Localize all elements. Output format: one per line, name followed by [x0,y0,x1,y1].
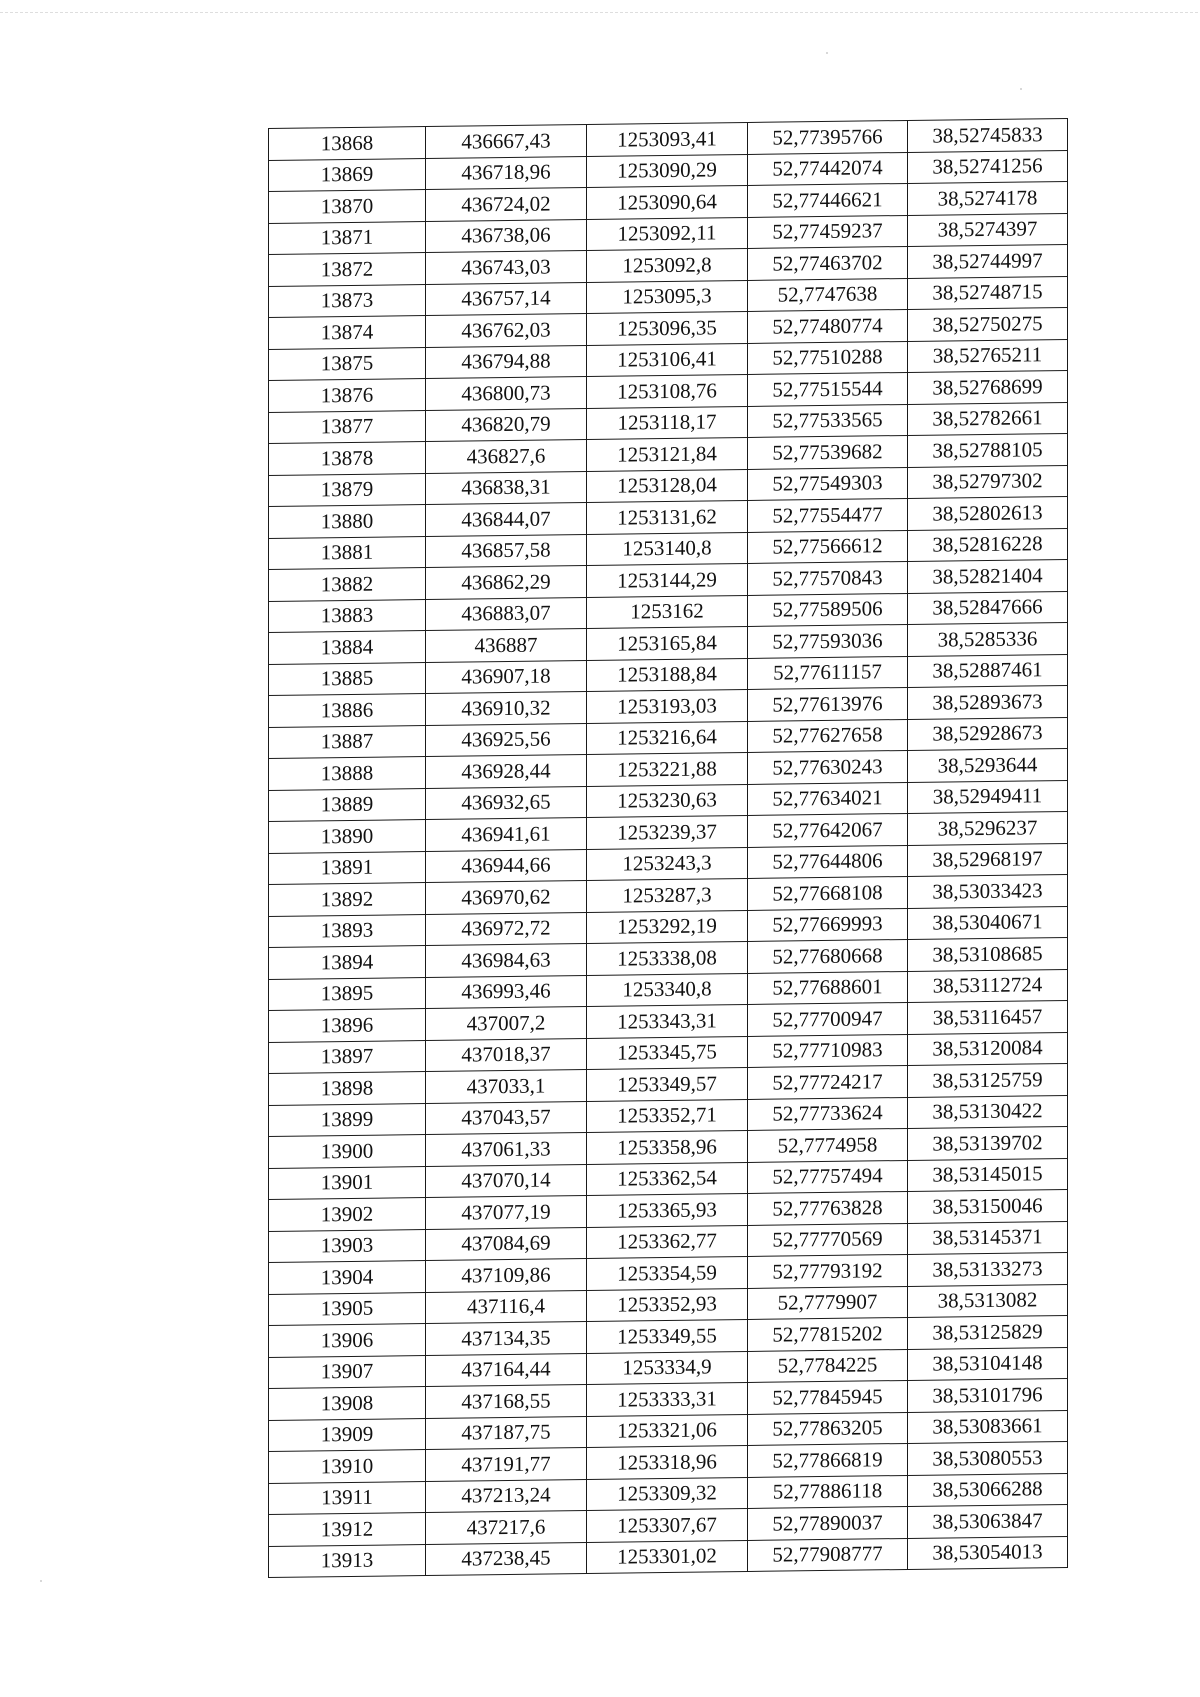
latitude-cell: 52,77533565 [748,404,908,438]
latitude-cell: 52,77668108 [748,876,908,910]
y-coordinate-cell: 1253221,88 [587,752,748,786]
y-coordinate-cell: 1253345,75 [587,1036,748,1070]
x-coordinate-cell: 436743,03 [426,250,587,284]
point-number-cell: 13899 [269,1103,426,1136]
point-number-cell: 13874 [269,316,426,349]
y-coordinate-cell: 1253343,31 [587,1004,748,1038]
latitude-cell: 52,77763828 [748,1191,908,1225]
latitude-cell: 52,77510288 [748,341,908,375]
longitude-cell: 38,52788105 [908,433,1068,467]
y-coordinate-cell: 1253144,29 [587,563,748,597]
y-coordinate-cell: 1253230,63 [587,784,748,818]
point-number-cell: 13893 [269,914,426,947]
latitude-cell: 52,77669993 [748,908,908,942]
latitude-cell: 52,77554477 [748,498,908,532]
latitude-cell: 52,77593036 [748,624,908,658]
x-coordinate-cell: 437070,14 [426,1164,587,1198]
latitude-cell: 52,77710983 [748,1034,908,1068]
point-number-cell: 13870 [269,190,426,223]
y-coordinate-cell: 1253358,96 [587,1130,748,1164]
point-number-cell: 13898 [269,1072,426,1105]
point-number-cell: 13880 [269,505,426,538]
longitude-cell: 38,52768699 [908,370,1068,404]
longitude-cell: 38,52968197 [908,843,1068,877]
point-number-cell: 13887 [269,725,426,758]
longitude-cell: 38,53108685 [908,937,1068,971]
longitude-cell: 38,53125829 [908,1315,1068,1349]
longitude-cell: 38,5313082 [908,1284,1068,1318]
x-coordinate-cell: 436844,07 [426,502,587,536]
latitude-cell: 52,7747638 [748,278,908,312]
x-coordinate-cell: 436970,62 [426,880,587,914]
latitude-cell: 52,77570843 [748,561,908,595]
longitude-cell: 38,5296237 [908,811,1068,845]
point-number-cell: 13911 [269,1481,426,1514]
longitude-cell: 38,53080553 [908,1441,1068,1475]
longitude-cell: 38,53116457 [908,1000,1068,1034]
latitude-cell: 52,77757494 [748,1160,908,1194]
longitude-cell: 38,53066288 [908,1473,1068,1507]
latitude-cell: 52,77770569 [748,1223,908,1257]
x-coordinate-cell: 436910,32 [426,691,587,725]
longitude-cell: 38,52745833 [908,118,1068,152]
longitude-cell: 38,53145015 [908,1158,1068,1192]
latitude-cell: 52,77642067 [748,813,908,847]
point-number-cell: 13882 [269,568,426,601]
x-coordinate-cell: 436932,65 [426,786,587,820]
y-coordinate-cell: 1253352,71 [587,1099,748,1133]
latitude-cell: 52,77644806 [748,845,908,879]
longitude-cell: 38,53083661 [908,1410,1068,1444]
point-number-cell: 13912 [269,1513,426,1546]
latitude-cell: 52,7774958 [748,1128,908,1162]
point-number-cell: 13881 [269,536,426,569]
point-number-cell: 13877 [269,410,426,443]
point-number-cell: 13910 [269,1450,426,1483]
scan-speck [40,1580,42,1582]
longitude-cell: 38,53054013 [908,1536,1068,1570]
x-coordinate-cell: 436862,29 [426,565,587,599]
point-number-cell: 13886 [269,694,426,727]
point-number-cell: 13873 [269,284,426,317]
y-coordinate-cell: 1253131,62 [587,500,748,534]
latitude-cell: 52,77863205 [748,1412,908,1446]
longitude-cell: 38,52750275 [908,307,1068,341]
y-coordinate-cell: 1253090,64 [587,185,748,219]
x-coordinate-cell: 436738,06 [426,219,587,253]
y-coordinate-cell: 1253092,11 [587,217,748,251]
x-coordinate-cell: 436757,14 [426,282,587,316]
point-number-cell: 13904 [269,1261,426,1294]
longitude-cell: 38,52893673 [908,685,1068,719]
x-coordinate-cell: 437043,57 [426,1101,587,1135]
point-number-cell: 13888 [269,757,426,790]
y-coordinate-cell: 1253095,3 [587,280,748,314]
y-coordinate-cell: 1253216,64 [587,721,748,755]
y-coordinate-cell: 1253362,54 [587,1162,748,1196]
latitude-cell: 52,77815202 [748,1317,908,1351]
latitude-cell: 52,77724217 [748,1065,908,1099]
x-coordinate-cell: 437168,55 [426,1384,587,1418]
longitude-cell: 38,52782661 [908,402,1068,436]
longitude-cell: 38,5274178 [908,181,1068,215]
longitude-cell: 38,53139702 [908,1126,1068,1160]
y-coordinate-cell: 1253301,02 [587,1540,748,1574]
y-coordinate-cell: 1253354,59 [587,1256,748,1290]
x-coordinate-cell: 436928,44 [426,754,587,788]
coordinate-table [268,118,1068,1578]
longitude-cell: 38,5293644 [908,748,1068,782]
x-coordinate-cell: 436762,03 [426,313,587,347]
latitude-cell: 52,77627658 [748,719,908,753]
latitude-cell: 52,77630243 [748,750,908,784]
longitude-cell: 38,52802613 [908,496,1068,530]
x-coordinate-cell: 436820,79 [426,408,587,442]
y-coordinate-cell: 1253309,32 [587,1477,748,1511]
x-coordinate-cell: 436800,73 [426,376,587,410]
y-coordinate-cell: 1253243,3 [587,847,748,881]
x-coordinate-cell: 437134,35 [426,1321,587,1355]
longitude-cell: 38,53150046 [908,1189,1068,1223]
x-coordinate-cell: 437187,75 [426,1416,587,1450]
y-coordinate-cell: 1253162 [587,595,748,629]
longitude-cell: 38,52928673 [908,717,1068,751]
latitude-cell: 52,77733624 [748,1097,908,1131]
x-coordinate-cell: 436907,18 [426,660,587,694]
latitude-cell: 52,77463702 [748,246,908,280]
x-coordinate-cell: 437033,1 [426,1069,587,1103]
y-coordinate-cell: 1253349,55 [587,1319,748,1353]
longitude-cell: 38,52741256 [908,150,1068,184]
latitude-cell: 52,7784225 [748,1349,908,1383]
longitude-cell: 38,53125759 [908,1063,1068,1097]
latitude-cell: 52,77395766 [748,120,908,154]
longitude-cell: 38,53120084 [908,1032,1068,1066]
scan-edge-line [0,12,1200,13]
latitude-cell: 52,77613976 [748,687,908,721]
y-coordinate-cell: 1253321,06 [587,1414,748,1448]
point-number-cell: 13896 [269,1009,426,1042]
x-coordinate-cell: 437061,33 [426,1132,587,1166]
latitude-cell: 52,77539682 [748,435,908,469]
x-coordinate-cell: 437217,6 [426,1510,587,1544]
x-coordinate-cell: 436667,43 [426,124,587,158]
point-number-cell: 13879 [269,473,426,506]
x-coordinate-cell: 436925,56 [426,723,587,757]
latitude-cell: 52,77890037 [748,1506,908,1540]
point-number-cell: 13878 [269,442,426,475]
latitude-cell: 52,77886118 [748,1475,908,1509]
point-number-cell: 13868 [269,127,426,160]
longitude-cell: 38,53112724 [908,969,1068,1003]
y-coordinate-cell: 1253333,31 [587,1382,748,1416]
point-number-cell: 13875 [269,347,426,380]
y-coordinate-cell: 1253140,8 [587,532,748,566]
point-number-cell: 13907 [269,1355,426,1388]
latitude-cell: 52,77611157 [748,656,908,690]
y-coordinate-cell: 1253365,93 [587,1193,748,1227]
point-number-cell: 13889 [269,788,426,821]
scan-speck [826,52,828,54]
point-number-cell: 13884 [269,631,426,664]
point-number-cell: 13908 [269,1387,426,1420]
longitude-cell: 38,52765211 [908,339,1068,373]
x-coordinate-cell: 436887 [426,628,587,662]
latitude-cell: 52,77446621 [748,183,908,217]
x-coordinate-cell: 436718,96 [426,156,587,190]
x-coordinate-cell: 436838,31 [426,471,587,505]
x-coordinate-cell: 437164,44 [426,1353,587,1387]
y-coordinate-cell: 1253292,19 [587,910,748,944]
longitude-cell: 38,53101796 [908,1378,1068,1412]
longitude-cell: 38,52748715 [908,276,1068,310]
latitude-cell: 52,77480774 [748,309,908,343]
point-number-cell: 13909 [269,1418,426,1451]
latitude-cell: 52,77566612 [748,530,908,564]
latitude-cell: 52,77515544 [748,372,908,406]
x-coordinate-cell: 437213,24 [426,1479,587,1513]
longitude-cell: 38,52797302 [908,465,1068,499]
point-number-cell: 13876 [269,379,426,412]
scan-speck [1020,88,1022,90]
latitude-cell: 52,77845945 [748,1380,908,1414]
longitude-cell: 38,52744997 [908,244,1068,278]
point-number-cell: 13901 [269,1166,426,1199]
point-number-cell: 13900 [269,1135,426,1168]
y-coordinate-cell: 1253188,84 [587,658,748,692]
coordinate-table-body [269,118,1068,1577]
longitude-cell: 38,53130422 [908,1095,1068,1129]
point-number-cell: 13895 [269,977,426,1010]
point-number-cell: 13897 [269,1040,426,1073]
x-coordinate-cell: 437109,86 [426,1258,587,1292]
point-number-cell: 13892 [269,883,426,916]
coordinate-table-container [268,118,1068,1578]
point-number-cell: 13894 [269,946,426,979]
longitude-cell: 38,53145371 [908,1221,1068,1255]
y-coordinate-cell: 1253338,08 [587,941,748,975]
longitude-cell: 38,52816228 [908,528,1068,562]
x-coordinate-cell: 437191,77 [426,1447,587,1481]
x-coordinate-cell: 436857,58 [426,534,587,568]
longitude-cell: 38,52949411 [908,780,1068,814]
point-number-cell: 13903 [269,1229,426,1262]
point-number-cell: 13890 [269,820,426,853]
longitude-cell: 38,53133273 [908,1252,1068,1286]
longitude-cell: 38,52847666 [908,591,1068,625]
y-coordinate-cell: 1253349,57 [587,1067,748,1101]
latitude-cell: 52,77680668 [748,939,908,973]
y-coordinate-cell: 1253239,37 [587,815,748,849]
y-coordinate-cell: 1253092,8 [587,248,748,282]
longitude-cell: 38,52887461 [908,654,1068,688]
y-coordinate-cell: 1253307,67 [587,1508,748,1542]
latitude-cell: 52,77700947 [748,1002,908,1036]
longitude-cell: 38,52821404 [908,559,1068,593]
y-coordinate-cell: 1253287,3 [587,878,748,912]
y-coordinate-cell: 1253352,93 [587,1288,748,1322]
point-number-cell: 13891 [269,851,426,884]
x-coordinate-cell: 436724,02 [426,187,587,221]
longitude-cell: 38,5274397 [908,213,1068,247]
y-coordinate-cell: 1253193,03 [587,689,748,723]
x-coordinate-cell: 436944,66 [426,849,587,883]
latitude-cell: 52,77793192 [748,1254,908,1288]
point-number-cell: 13872 [269,253,426,286]
y-coordinate-cell: 1253118,17 [587,406,748,440]
x-coordinate-cell: 437238,45 [426,1542,587,1576]
y-coordinate-cell: 1253096,35 [587,311,748,345]
point-number-cell: 13905 [269,1292,426,1325]
longitude-cell: 38,53063847 [908,1504,1068,1538]
latitude-cell: 52,7779907 [748,1286,908,1320]
y-coordinate-cell: 1253362,77 [587,1225,748,1259]
x-coordinate-cell: 436984,63 [426,943,587,977]
x-coordinate-cell: 437007,2 [426,1006,587,1040]
y-coordinate-cell: 1253106,41 [587,343,748,377]
x-coordinate-cell: 436941,61 [426,817,587,851]
x-coordinate-cell: 437018,37 [426,1038,587,1072]
y-coordinate-cell: 1253334,9 [587,1351,748,1385]
point-number-cell: 13871 [269,221,426,254]
y-coordinate-cell: 1253318,96 [587,1445,748,1479]
point-number-cell: 13885 [269,662,426,695]
longitude-cell: 38,53104148 [908,1347,1068,1381]
y-coordinate-cell: 1253108,76 [587,374,748,408]
latitude-cell: 52,77459237 [748,215,908,249]
latitude-cell: 52,77442074 [748,152,908,186]
x-coordinate-cell: 436794,88 [426,345,587,379]
y-coordinate-cell: 1253093,41 [587,122,748,156]
x-coordinate-cell: 436972,72 [426,912,587,946]
latitude-cell: 52,77866819 [748,1443,908,1477]
y-coordinate-cell: 1253340,8 [587,973,748,1007]
latitude-cell: 52,77549303 [748,467,908,501]
point-number-cell: 13883 [269,599,426,632]
y-coordinate-cell: 1253128,04 [587,469,748,503]
point-number-cell: 13902 [269,1198,426,1231]
x-coordinate-cell: 436883,07 [426,597,587,631]
x-coordinate-cell: 437077,19 [426,1195,587,1229]
x-coordinate-cell: 437084,69 [426,1227,587,1261]
longitude-cell: 38,53033423 [908,874,1068,908]
point-number-cell: 13906 [269,1324,426,1357]
y-coordinate-cell: 1253090,29 [587,154,748,188]
longitude-cell: 38,5285336 [908,622,1068,656]
point-number-cell: 13913 [269,1544,426,1577]
x-coordinate-cell: 436827,6 [426,439,587,473]
y-coordinate-cell: 1253165,84 [587,626,748,660]
y-coordinate-cell: 1253121,84 [587,437,748,471]
longitude-cell: 38,53040671 [908,906,1068,940]
latitude-cell: 52,77634021 [748,782,908,816]
x-coordinate-cell: 436993,46 [426,975,587,1009]
latitude-cell: 52,77688601 [748,971,908,1005]
point-number-cell: 13869 [269,158,426,191]
x-coordinate-cell: 437116,4 [426,1290,587,1324]
latitude-cell: 52,77908777 [748,1538,908,1572]
latitude-cell: 52,77589506 [748,593,908,627]
